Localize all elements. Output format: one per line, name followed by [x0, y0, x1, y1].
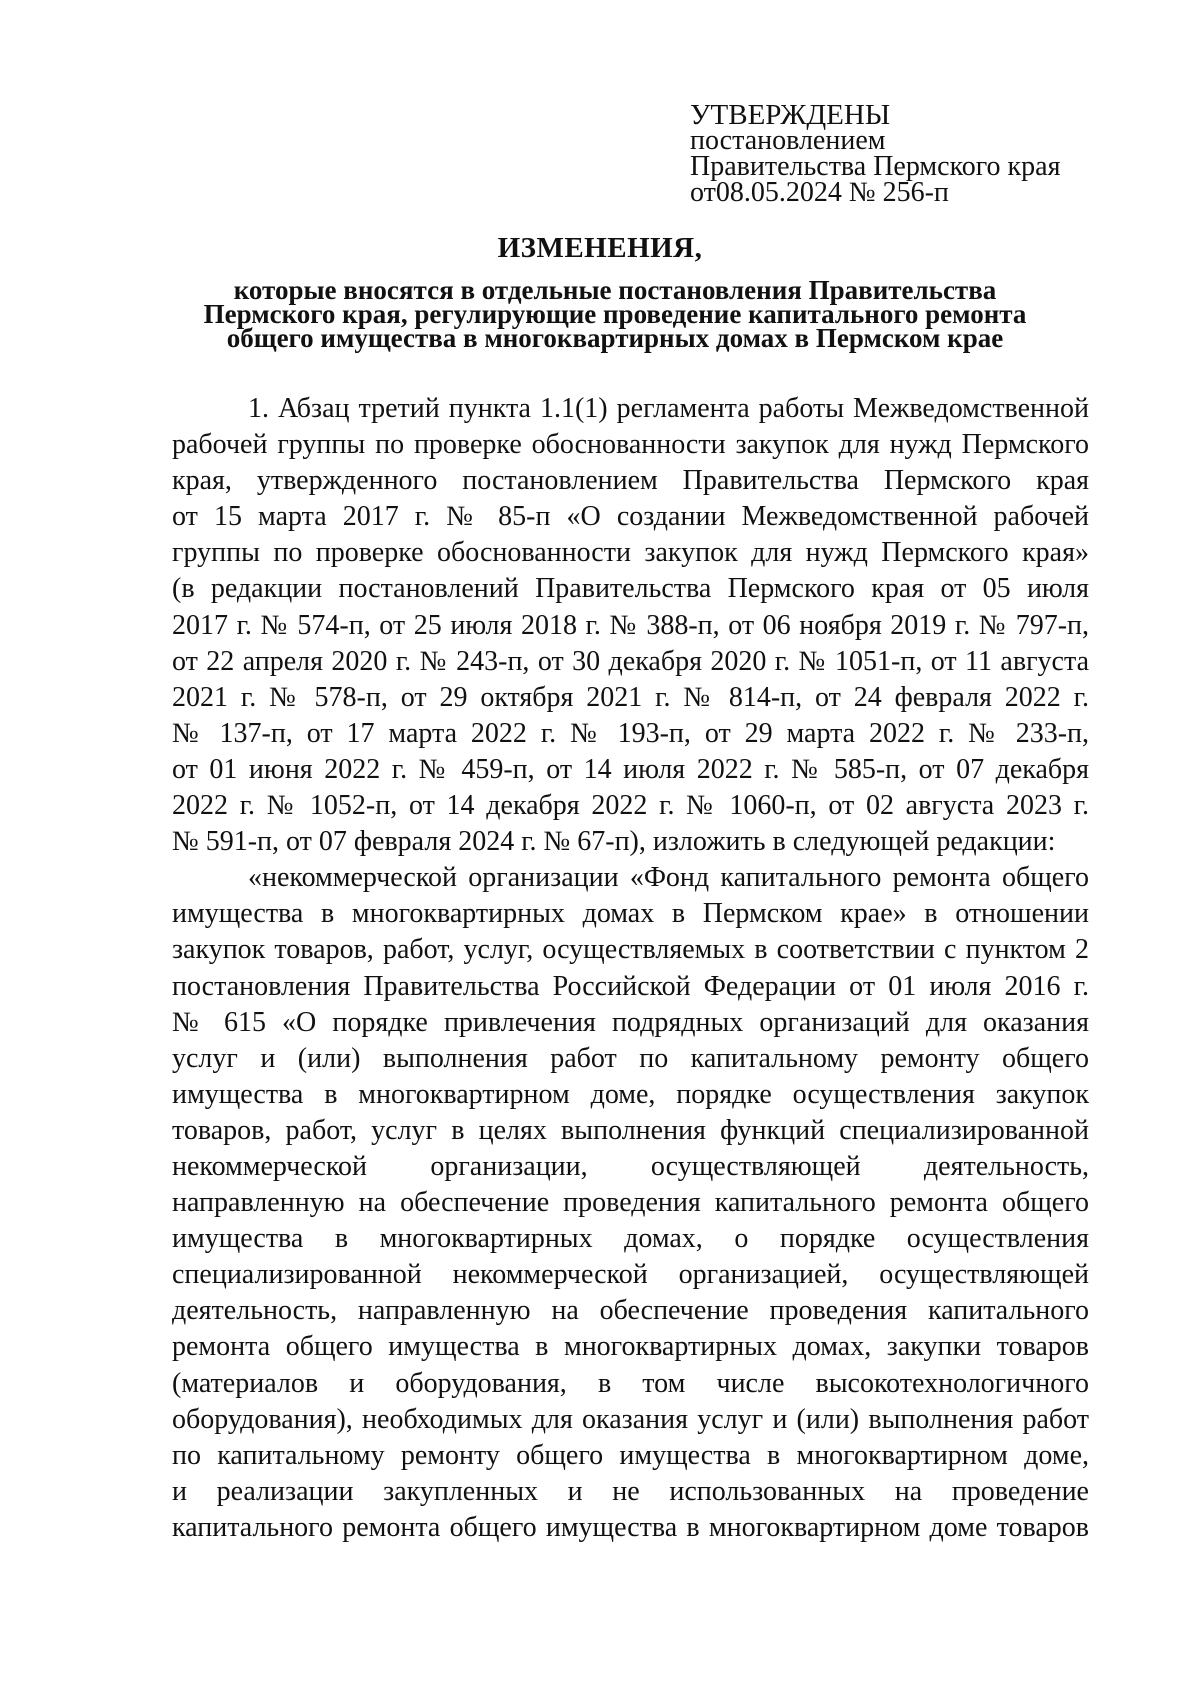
- body-line: № 137-п, от 17 марта 2022 г. № 193-п, от 29 марта 2022 г. № 233-п,: [172, 717, 1089, 749]
- subtitle-line: Пермского края, регулирующие проведение капитального ремонта: [203, 299, 1027, 329]
- body-line: постановления Правительства Российской Федерации от 01 июля 2016 г.: [172, 970, 1089, 1002]
- body-line: 2022 г. № 1052-п, от 14 декабря 2022 г. № 1060-п, от 02 августа 2023 г.: [172, 790, 1089, 822]
- body-line: 2021 г. № 578-п, от 29 октября 2021 г. № 814-п, от 24 февраля 2022 г.: [172, 681, 1089, 713]
- approval-stamp: [690, 99, 1061, 208]
- approval-line: постановлением: [690, 125, 886, 156]
- body-line: имущества в многоквартирном доме, порядке осуществления закупок: [172, 1078, 1089, 1110]
- body-line: услуг и (или) выполнения работ по капитальному ремонту общего: [172, 1042, 1089, 1074]
- body-line: края, утвержденного постановлением Правительства Пермского края: [172, 465, 1089, 497]
- body-line: ремонта общего имущества в многоквартирных домах, закупки товаров: [172, 1331, 1089, 1363]
- document-body: [172, 391, 1089, 1546]
- body-line: (материалов и оборудования, в том числе высокотехнологичного: [172, 1367, 1089, 1399]
- body-line: (в редакции постановлений Правительства Пермского края от 05 июля: [172, 573, 1089, 605]
- body-line: № 591-п, от 07 февраля 2024 г. № 67-п), изложить в следующей редакции:: [172, 826, 1056, 858]
- body-line: № 615 «О порядке привлечения подрядных организаций для оказания: [172, 1006, 1089, 1038]
- document-title: ИЗМЕНЕНИЯ,: [497, 232, 703, 264]
- body-line: оборудования), необходимых для оказания услуг и (или) выполнения работ: [172, 1403, 1089, 1435]
- body-line: 1. Абзац третий пункта 1.1(1) регламента работы Межведомственной: [248, 393, 1089, 424]
- body-line: имущества в многоквартирных домах в Пермском крае» в отношении: [172, 898, 1089, 930]
- body-line: некоммерческой организации, осуществляющей деятельность,: [172, 1150, 1089, 1182]
- body-line: группы по проверке обоснованности закупок для нужд Пермского края»: [172, 537, 1089, 569]
- body-line: товаров, работ, услуг в целях выполнения функций специализированной: [172, 1114, 1089, 1146]
- body-line: от 01 июня 2022 г. № 459-п, от 14 июля 2022 г. № 585-п, от 07 декабря: [172, 753, 1089, 785]
- subtitle-line: общего имущества в многоквартирных домах в Пермском крае: [226, 323, 1004, 353]
- body-line: от 22 апреля 2020 г. № 243-п, от 30 декабря 2020 г. № 1051-п, от 11 августа: [172, 645, 1089, 677]
- body-line: 2017 г. № 574-п, от 25 июля 2018 г. № 388-п, от 06 ноября 2019 г. № 797-п,: [172, 609, 1089, 641]
- body-line: и реализации закупленных и не использованных на проведение: [172, 1475, 1089, 1507]
- body-line: деятельность, направленную на обеспечение проведения капитального: [172, 1295, 1089, 1327]
- approval-line: Правительства Пермского края: [690, 151, 1061, 182]
- body-line: капитального ремонта общего имущества в многоквартирном доме товаров: [172, 1511, 1089, 1543]
- subtitle-line: которые вносятся в отдельные постановления Правительства: [233, 275, 997, 305]
- body-line: «некоммерческой организации «Фонд капитального ремонта общего: [248, 862, 1089, 894]
- body-line: специализированной некоммерческой организацией, осуществляющей: [172, 1259, 1089, 1291]
- body-line: имущества в многоквартирных домах, о порядке осуществления: [172, 1223, 1089, 1255]
- body-line: от 15 марта 2017 г. № 85-п «О создании Межведомственной рабочей: [172, 501, 1089, 533]
- approval-heading: УТВЕРЖДЕНЫ: [690, 99, 891, 131]
- body-line: рабочей группы по проверке обоснованности закупок для нужд Пермского: [172, 429, 1089, 461]
- body-line: направленную на обеспечение проведения капитального ремонта общего: [172, 1187, 1089, 1219]
- body-line: по капитальному ремонту общего имущества в многоквартирном доме,: [172, 1439, 1089, 1471]
- body-line: закупок товаров, работ, услуг, осуществляемых в соответствии с пунктом 2: [172, 934, 1089, 966]
- approval-date-number: от08.05.2024 № 256-п: [690, 177, 949, 208]
- document-subtitle: [165, 275, 1065, 353]
